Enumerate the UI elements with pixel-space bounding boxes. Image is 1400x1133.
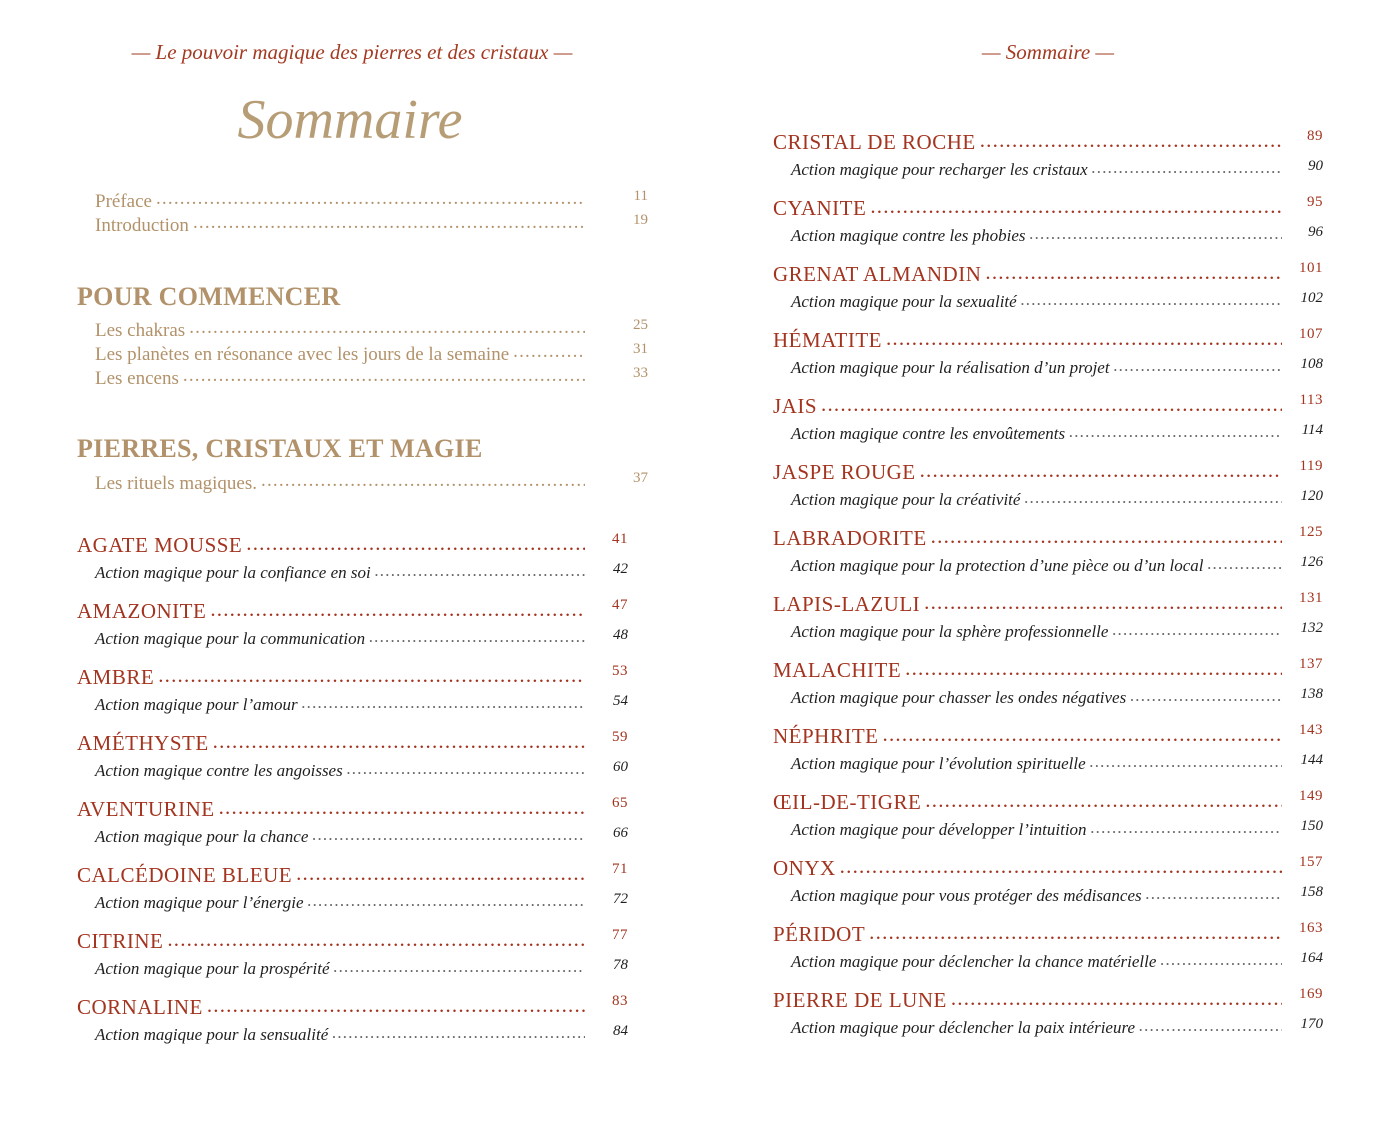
stone-name: AGATE MOUSSE bbox=[77, 533, 243, 557]
dot-leader bbox=[210, 597, 585, 618]
dot-leader bbox=[931, 524, 1282, 545]
action-label: Action magique contre les phobies bbox=[791, 226, 1026, 245]
dot-leader bbox=[980, 128, 1282, 149]
stone-entry[interactable] bbox=[77, 993, 628, 1023]
dot-leader bbox=[219, 795, 585, 816]
dot-leader bbox=[183, 365, 585, 384]
page-number: 31 bbox=[633, 341, 648, 357]
stone-entry[interactable] bbox=[77, 729, 628, 759]
dot-leader bbox=[1207, 554, 1282, 571]
stone-entry[interactable] bbox=[77, 663, 628, 693]
stone-entry[interactable] bbox=[773, 392, 1323, 422]
dot-leader bbox=[821, 392, 1282, 413]
entry-label: Introduction bbox=[95, 215, 189, 236]
action-entry[interactable] bbox=[791, 752, 1323, 788]
dot-leader bbox=[1160, 950, 1282, 967]
action-entry[interactable] bbox=[791, 224, 1323, 260]
stone-name: CRISTAL DE ROCHE bbox=[773, 130, 976, 154]
dot-leader bbox=[1146, 884, 1282, 901]
dot-leader bbox=[1130, 686, 1282, 703]
page-number: 137 bbox=[1299, 656, 1323, 672]
stone-entry[interactable] bbox=[77, 861, 628, 891]
page-number: 125 bbox=[1299, 524, 1323, 540]
stone-entry[interactable] bbox=[773, 260, 1323, 290]
stone-name: ŒIL-DE-TIGRE bbox=[773, 790, 922, 814]
stone-entry[interactable] bbox=[773, 458, 1323, 488]
stone-entry[interactable] bbox=[773, 656, 1323, 686]
dot-leader bbox=[1139, 1016, 1282, 1033]
page-number: 108 bbox=[1300, 356, 1323, 372]
action-entry[interactable] bbox=[95, 957, 628, 993]
stone-name: JASPE ROUGE bbox=[773, 460, 916, 484]
page-number: 65 bbox=[612, 795, 628, 811]
stone-entry[interactable] bbox=[773, 590, 1323, 620]
page-number: 107 bbox=[1299, 326, 1323, 342]
page-number: 143 bbox=[1299, 722, 1323, 738]
action-entry[interactable] bbox=[95, 561, 628, 597]
dot-leader bbox=[312, 825, 585, 842]
dot-leader bbox=[513, 341, 585, 360]
entry-label: Préface bbox=[95, 191, 152, 212]
entry-label: Les planètes en résonance avec les jours de la semaine bbox=[95, 344, 510, 365]
action-label: Action magique pour l’évolution spirituelle bbox=[791, 754, 1086, 773]
dot-leader bbox=[924, 590, 1282, 611]
running-head: — Sommaire — bbox=[981, 40, 1115, 64]
action-label: Action magique pour la prospérité bbox=[95, 959, 330, 978]
page-number: 47 bbox=[612, 597, 628, 613]
page-number: 78 bbox=[613, 957, 628, 973]
toc-entry[interactable] bbox=[95, 317, 648, 341]
stone-entry[interactable] bbox=[773, 920, 1323, 950]
action-label: Action magique pour la créativité bbox=[791, 490, 1021, 509]
page-number: 131 bbox=[1299, 590, 1323, 606]
action-label: Action magique pour recharger les cristaux bbox=[791, 160, 1088, 179]
page-number: 54 bbox=[613, 693, 628, 709]
dot-leader bbox=[158, 663, 585, 684]
dot-leader bbox=[1114, 356, 1282, 373]
stone-name: CITRINE bbox=[77, 929, 164, 953]
stone-entry[interactable] bbox=[77, 531, 628, 561]
action-label: Action magique pour la sphère professionnelle bbox=[791, 622, 1109, 641]
page-number: 163 bbox=[1299, 920, 1323, 936]
action-entry[interactable] bbox=[791, 884, 1323, 920]
dot-leader bbox=[869, 920, 1282, 941]
page-number: 138 bbox=[1300, 686, 1323, 702]
stone-name: AMBRE bbox=[77, 665, 155, 689]
page-number: 71 bbox=[612, 861, 628, 877]
dot-leader bbox=[189, 317, 585, 336]
action-entry[interactable] bbox=[95, 759, 628, 795]
toc-entry[interactable] bbox=[95, 212, 648, 236]
action-label: Action magique pour déclencher la chance matérielle bbox=[791, 952, 1157, 971]
dot-leader bbox=[925, 788, 1282, 809]
action-label: Action magique pour la sensualité bbox=[95, 1025, 329, 1044]
dot-leader bbox=[213, 729, 585, 750]
toc-entry[interactable] bbox=[95, 470, 648, 494]
dot-leader bbox=[193, 212, 585, 231]
page-number: 83 bbox=[612, 993, 628, 1009]
page-number: 113 bbox=[1299, 392, 1323, 408]
dot-leader bbox=[302, 693, 585, 710]
stone-name: CYANITE bbox=[773, 196, 867, 220]
stone-name: PIERRE DE LUNE bbox=[773, 988, 947, 1012]
dot-leader bbox=[920, 458, 1282, 479]
dot-leader bbox=[886, 326, 1282, 347]
dot-leader bbox=[1021, 290, 1282, 307]
page-number: 95 bbox=[1307, 194, 1323, 210]
stone-entry[interactable] bbox=[773, 524, 1323, 554]
stone-name: PÉRIDOT bbox=[773, 922, 866, 946]
page-number: 119 bbox=[1299, 458, 1323, 474]
page-number: 53 bbox=[612, 663, 628, 679]
page-number: 59 bbox=[612, 729, 628, 745]
action-entry[interactable] bbox=[791, 356, 1323, 392]
action-label: Action magique pour la communication bbox=[95, 629, 366, 648]
stone-entry[interactable] bbox=[773, 326, 1323, 356]
dot-leader bbox=[1092, 158, 1282, 175]
dot-leader bbox=[296, 861, 585, 882]
page-title: Sommaire bbox=[237, 89, 463, 151]
section-heading: PIERRES, CRISTAUX ET MAGIE bbox=[77, 434, 483, 463]
dot-leader bbox=[375, 561, 585, 578]
right-page bbox=[700, 0, 1400, 1133]
stone-entry[interactable] bbox=[773, 986, 1323, 1016]
dot-leader bbox=[334, 957, 585, 974]
page-number: 126 bbox=[1300, 554, 1323, 570]
page-number: 120 bbox=[1300, 488, 1323, 504]
stone-entry[interactable] bbox=[773, 194, 1323, 224]
page-number: 164 bbox=[1300, 950, 1323, 966]
entry-label: Les rituels magiques. bbox=[95, 473, 257, 494]
action-label: Action magique pour l’amour bbox=[95, 695, 298, 714]
action-entry[interactable] bbox=[791, 290, 1323, 326]
page-number: 11 bbox=[633, 188, 648, 204]
stone-name: LAPIS-LAZULI bbox=[773, 592, 921, 616]
action-label: Action magique pour développer l’intuition bbox=[791, 820, 1087, 839]
page-number: 114 bbox=[1301, 422, 1323, 438]
action-entry[interactable] bbox=[791, 158, 1323, 194]
action-label: Action magique pour l’énergie bbox=[95, 893, 304, 912]
action-label: Action magique contre les angoisses bbox=[95, 761, 343, 780]
intro-list bbox=[95, 188, 648, 236]
dot-leader bbox=[1030, 224, 1283, 241]
stone-entry[interactable] bbox=[773, 128, 1323, 158]
action-entry[interactable] bbox=[791, 488, 1323, 524]
stone-name: NÉPHRITE bbox=[773, 724, 879, 748]
page-number: 96 bbox=[1308, 224, 1323, 240]
page-number: 132 bbox=[1300, 620, 1323, 636]
page-number: 41 bbox=[612, 531, 628, 547]
stone-list-right bbox=[773, 128, 1323, 1052]
stone-name: LABRADORITE bbox=[773, 526, 927, 550]
dot-leader bbox=[985, 260, 1282, 281]
section2-list bbox=[95, 470, 648, 494]
page-number: 102 bbox=[1300, 290, 1323, 306]
action-entry[interactable] bbox=[791, 950, 1323, 986]
page-number: 170 bbox=[1300, 1016, 1323, 1032]
page-number: 158 bbox=[1300, 884, 1323, 900]
stone-entry[interactable] bbox=[773, 788, 1323, 818]
stone-list-left bbox=[77, 531, 628, 1059]
page-number: 33 bbox=[633, 365, 648, 381]
dot-leader bbox=[870, 194, 1282, 215]
stone-name: CALCÉDOINE BLEUE bbox=[77, 863, 293, 887]
action-label: Action magique pour la sexualité bbox=[791, 292, 1017, 311]
dot-leader bbox=[261, 470, 585, 489]
action-entry[interactable] bbox=[791, 818, 1323, 854]
section-pour-commencer bbox=[77, 282, 340, 312]
running-head: — Le pouvoir magique des pierres et des cristaux — bbox=[131, 40, 573, 64]
page-number: 77 bbox=[612, 927, 628, 943]
stone-name: MALACHITE bbox=[773, 658, 902, 682]
stone-name: HÉMATITE bbox=[773, 328, 882, 352]
page-number: 90 bbox=[1308, 158, 1323, 174]
page-number: 150 bbox=[1300, 818, 1323, 834]
page-number: 169 bbox=[1299, 986, 1323, 1002]
dot-leader bbox=[1024, 488, 1282, 505]
dot-leader bbox=[332, 1023, 585, 1040]
page-number: 72 bbox=[613, 891, 628, 907]
dot-leader bbox=[883, 722, 1283, 743]
dot-leader bbox=[1091, 818, 1282, 835]
stone-entry[interactable] bbox=[77, 597, 628, 627]
dot-leader bbox=[246, 531, 585, 552]
section1-list bbox=[95, 317, 648, 389]
dot-leader bbox=[167, 927, 585, 948]
dot-leader bbox=[1090, 752, 1282, 769]
stone-entry[interactable] bbox=[77, 927, 628, 957]
action-entry[interactable] bbox=[791, 422, 1323, 458]
page-number: 84 bbox=[613, 1023, 628, 1039]
action-entry[interactable] bbox=[791, 554, 1323, 590]
toc-entry[interactable] bbox=[95, 365, 648, 389]
dot-leader bbox=[1112, 620, 1282, 637]
section-pierres-cristaux-magie bbox=[77, 434, 483, 464]
dot-leader bbox=[207, 993, 585, 1014]
stone-name: CORNALINE bbox=[77, 995, 203, 1019]
dot-leader bbox=[308, 891, 585, 908]
stone-name: JAIS bbox=[773, 394, 818, 418]
stone-entry[interactable] bbox=[77, 795, 628, 825]
page-number: 149 bbox=[1299, 788, 1323, 804]
dot-leader bbox=[1069, 422, 1282, 439]
action-entry[interactable] bbox=[791, 620, 1323, 656]
page-number: 157 bbox=[1299, 854, 1323, 870]
action-entry[interactable] bbox=[791, 1016, 1323, 1052]
action-label: Action magique pour la chance bbox=[95, 827, 309, 846]
dot-leader bbox=[156, 188, 585, 207]
toc-entry[interactable] bbox=[95, 341, 648, 365]
stone-name: AMAZONITE bbox=[77, 599, 207, 623]
section-heading: POUR COMMENCER bbox=[77, 282, 341, 311]
action-label: Action magique pour chasser les ondes négatives bbox=[791, 688, 1127, 707]
action-label: Action magique contre les envoûtements bbox=[791, 424, 1066, 443]
stone-name: ONYX bbox=[773, 856, 836, 880]
dot-leader bbox=[347, 759, 585, 776]
dot-leader bbox=[840, 854, 1282, 875]
page-number: 101 bbox=[1299, 260, 1323, 276]
dot-leader bbox=[905, 656, 1282, 677]
page-number: 144 bbox=[1300, 752, 1323, 768]
entry-label: Les encens bbox=[95, 368, 179, 389]
action-entry[interactable] bbox=[95, 693, 628, 729]
action-label: Action magique pour déclencher la paix intérieure bbox=[791, 1018, 1136, 1037]
toc-entry[interactable] bbox=[95, 188, 648, 212]
page-number: 89 bbox=[1307, 128, 1323, 144]
action-entry[interactable] bbox=[95, 891, 628, 927]
action-entry[interactable] bbox=[95, 1023, 628, 1059]
page-number: 37 bbox=[633, 470, 648, 486]
action-entry[interactable] bbox=[95, 825, 628, 861]
action-entry[interactable] bbox=[95, 627, 628, 663]
action-entry[interactable] bbox=[791, 686, 1323, 722]
stone-name: AMÉTHYSTE bbox=[77, 731, 209, 755]
page-number: 19 bbox=[633, 212, 648, 228]
entry-label: Les chakras bbox=[95, 320, 186, 341]
action-label: Action magique pour vous protéger des médisances bbox=[791, 886, 1142, 905]
action-label: Action magique pour la réalisation d’un projet bbox=[791, 358, 1110, 377]
stone-name: GRENAT ALMANDIN bbox=[773, 262, 982, 286]
page-number: 42 bbox=[613, 561, 628, 577]
page-number: 48 bbox=[613, 627, 628, 643]
page-number: 60 bbox=[613, 759, 628, 775]
stone-entry[interactable] bbox=[773, 854, 1323, 884]
stone-entry[interactable] bbox=[773, 722, 1323, 752]
page-number: 66 bbox=[613, 825, 628, 841]
action-label: Action magique pour la protection d’une pièce ou d’un local bbox=[791, 556, 1204, 575]
stone-name: AVENTURINE bbox=[77, 797, 215, 821]
dot-leader bbox=[951, 986, 1282, 1007]
page-number: 25 bbox=[633, 317, 648, 333]
dot-leader bbox=[369, 627, 585, 644]
action-label: Action magique pour la confiance en soi bbox=[95, 563, 371, 582]
